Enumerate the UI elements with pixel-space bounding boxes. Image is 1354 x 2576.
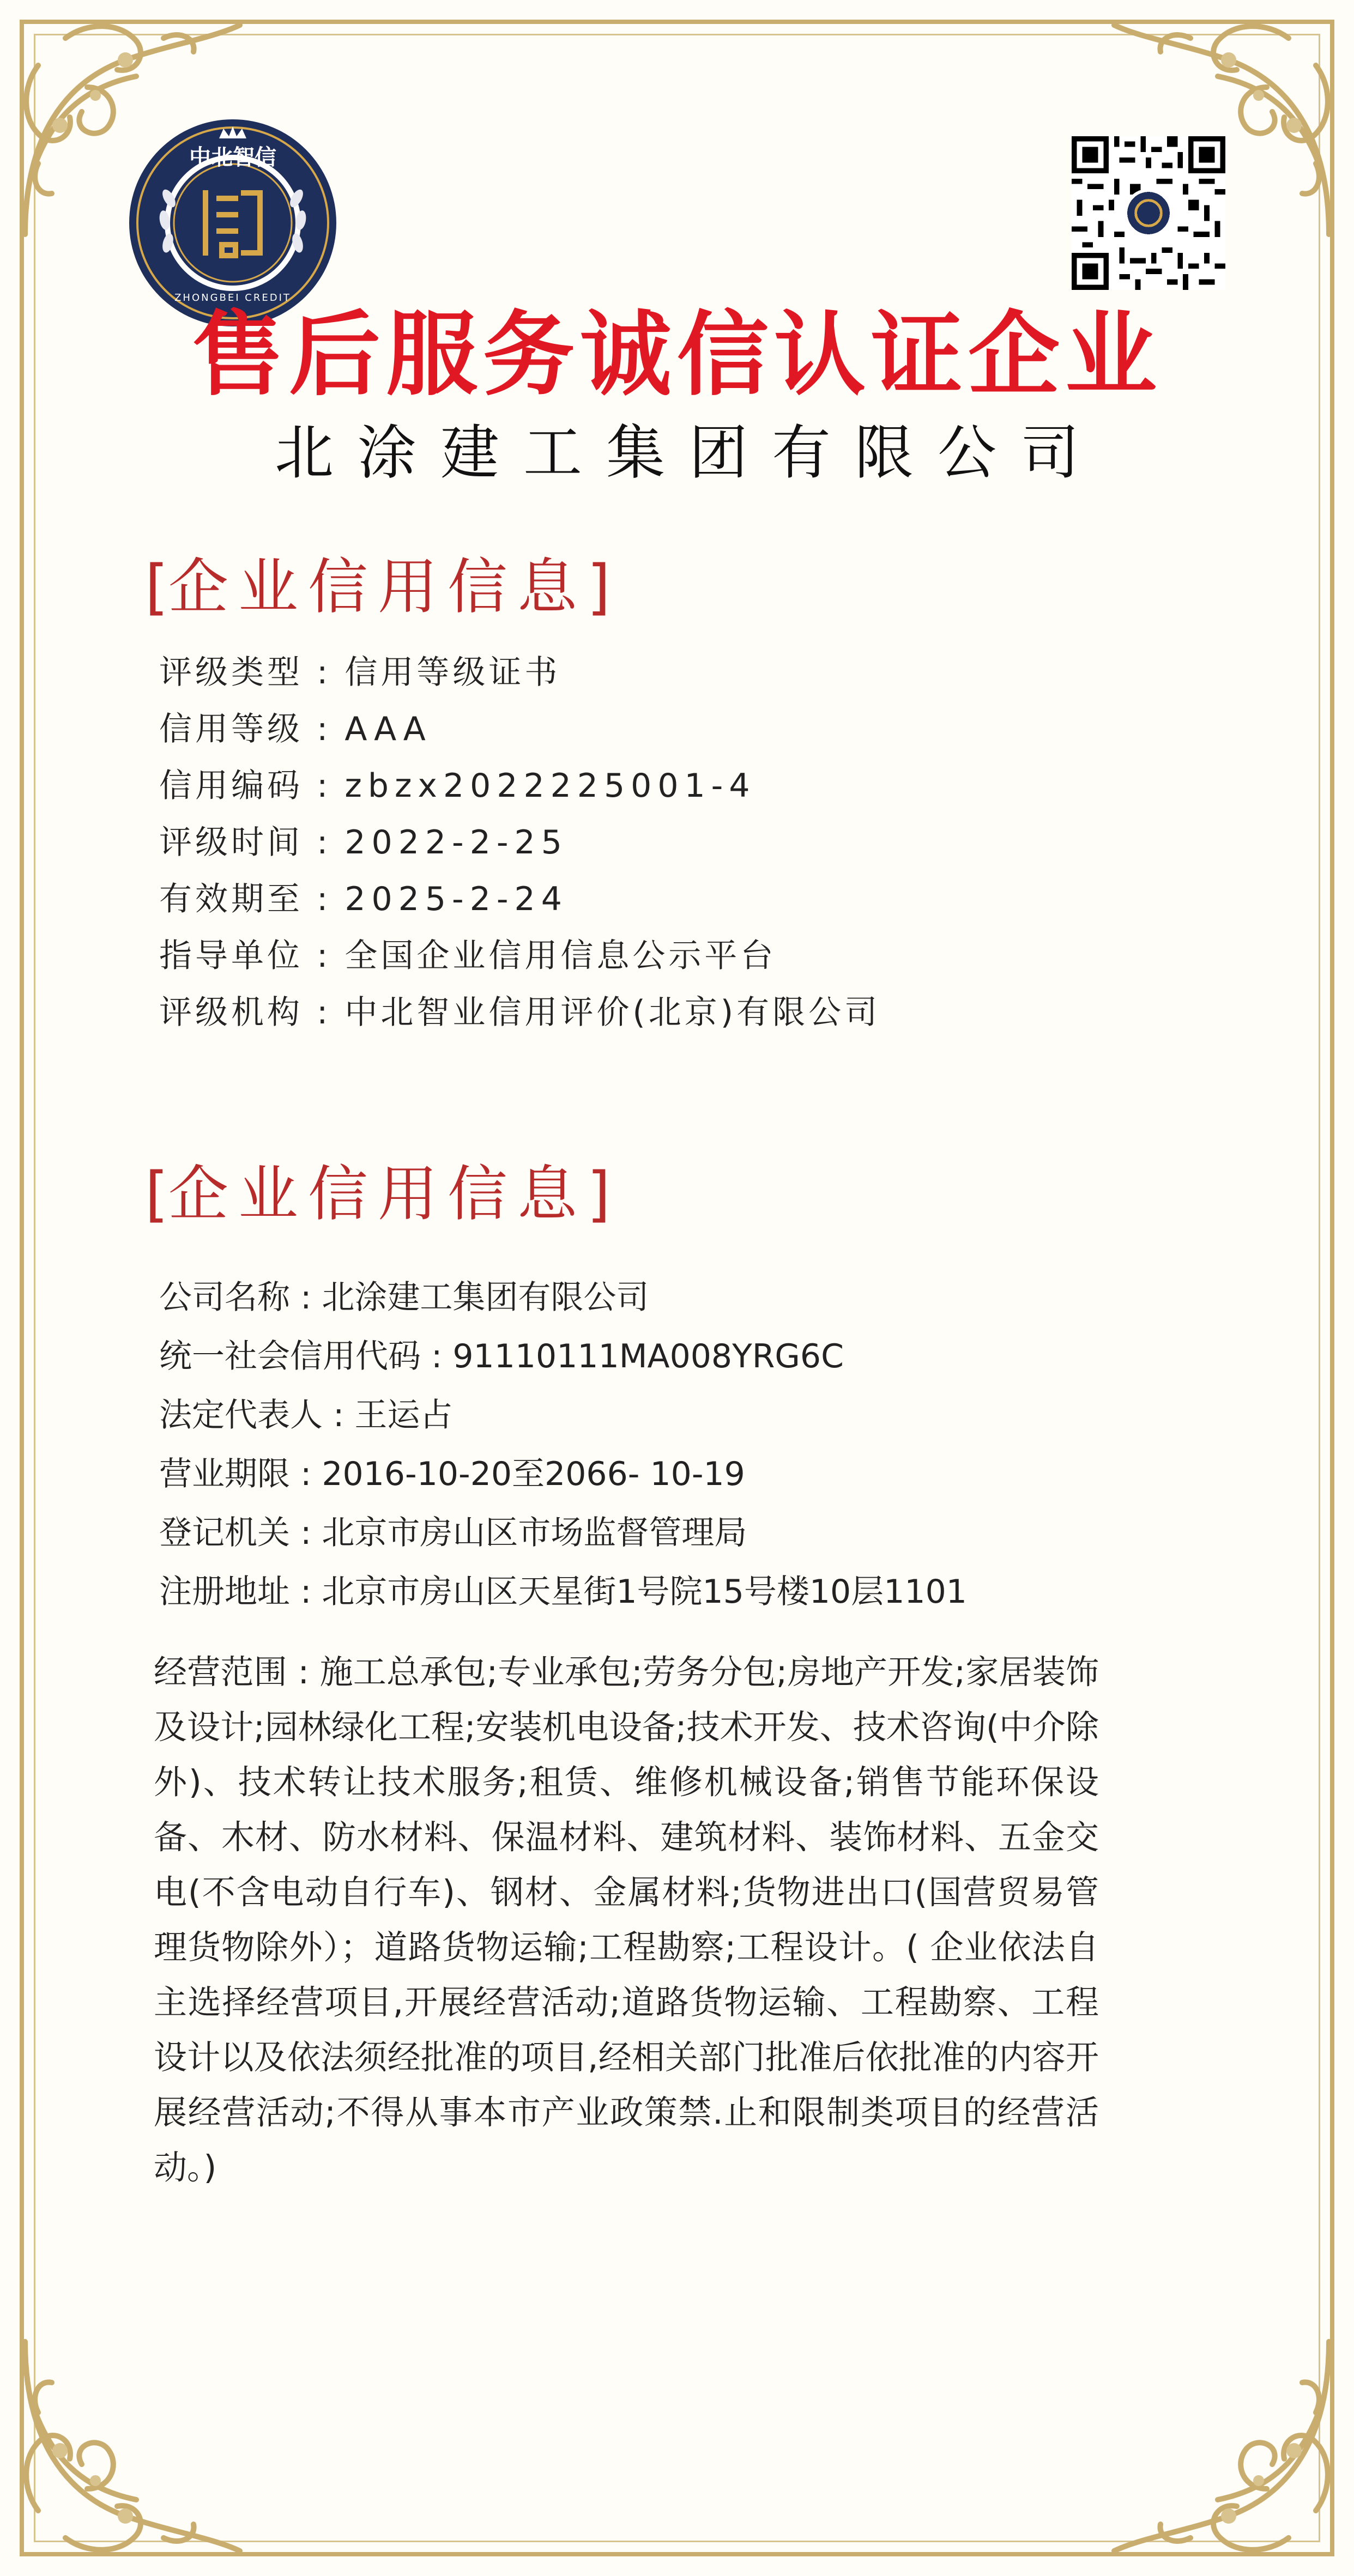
rating-agency-label: 评级机构	[159, 993, 303, 1032]
business-term-value: 2016-10-20至2066- 10-19	[322, 1455, 745, 1493]
business-scope-paragraph	[154, 1645, 1099, 2195]
colon-separator: :	[303, 937, 345, 975]
colon-separator: :	[303, 880, 345, 918]
company-name-label: 公司名称	[159, 1278, 290, 1317]
section-1-title-text: 企业信用信息	[168, 552, 587, 622]
info-row-rating-agency	[159, 993, 881, 1032]
unified-code-label: 统一社会信用代码	[159, 1337, 421, 1375]
valid-until-label: 有效期至	[159, 880, 303, 918]
colon-separator: :	[303, 993, 345, 1032]
colon-separator: :	[290, 1514, 322, 1552]
colon-separator: :	[303, 823, 345, 862]
info-row-valid-until	[159, 880, 568, 918]
rating-date-value: 2022-2-25	[344, 823, 568, 862]
company-name-heading: 北涂建工集团有限公司	[274, 419, 1103, 487]
info-row-business-term	[159, 1455, 745, 1493]
certificate-title: 售后服务诚信认证企业	[192, 300, 1162, 408]
colon-separator: :	[287, 1653, 320, 1692]
rating-date-label: 评级时间	[159, 823, 303, 862]
info-row-credit-level	[159, 710, 432, 748]
info-row-registered-address	[159, 1573, 967, 1611]
bracket-close: ]	[587, 1159, 610, 1229]
guiding-unit-value: 全国企业信用信息公示平台	[344, 937, 777, 975]
colon-separator: :	[303, 653, 345, 692]
section-2-title	[145, 1159, 610, 1229]
credit-level-value: AAA	[344, 710, 432, 748]
section-1-title	[145, 552, 610, 622]
colon-separator: :	[421, 1337, 453, 1375]
logo-subtext: ZHONGBEI CREDIT	[174, 292, 291, 304]
guiding-unit-label: 指导单位	[159, 937, 303, 975]
info-row-guiding-unit	[159, 937, 777, 975]
registration-authority-label: 登记机关	[159, 1514, 290, 1552]
logo-text: 中北智信	[189, 144, 276, 170]
section-2-title-text: 企业信用信息	[168, 1159, 587, 1229]
business-scope-label: 经营范围	[154, 1653, 287, 1692]
registered-address-label: 注册地址	[159, 1573, 290, 1611]
credit-level-label: 信用等级	[159, 710, 303, 748]
registration-authority-value: 北京市房山区市场监督管理局	[322, 1514, 747, 1552]
rating-type-value: 信用等级证书	[344, 653, 561, 692]
bracket-open: [	[145, 552, 168, 622]
legal-representative-value: 王运占	[354, 1396, 453, 1434]
company-name-value: 北涂建工集团有限公司	[322, 1278, 649, 1317]
qr-code-icon	[1072, 136, 1225, 290]
rating-type-label: 评级类型	[159, 653, 303, 692]
colon-separator: :	[290, 1455, 322, 1493]
legal-representative-label: 法定代表人	[159, 1396, 323, 1434]
colon-separator: :	[290, 1573, 322, 1611]
info-row-credit-code	[159, 767, 756, 805]
info-row-rating-date	[159, 823, 568, 862]
business-scope-text: 施工总承包;专业承包;劳务分包;房地产开发;家居装饰及设计;园林绿化工程;安装机电设备;技术开发、技术咨询(中介除外)、技术转让技术服务;租赁、维修机械设备;销售节能环保设备、木材、防水材料、保温材料、建筑材料、装饰材料、五金交电(不含电动自行车)、钢材、金属材料;货物进出口(国营贸易管理货物除外）；道路货物运输;工程勘察;工程设计。( 企业依法自主选择经营项目,开展经营活动;道路货物运输、工程勘察、工程设计以及依法须经批准的项目,经相关部门批准后依批准的内容开展经营活动;不得从事本市产业政策禁.止和限制类项目的经营活动。)	[154, 1653, 1099, 2187]
info-row-rating-type	[159, 653, 561, 692]
corner-ornament-bottom-left	[0, 2293, 283, 2576]
colon-separator: :	[303, 767, 345, 805]
colon-separator: :	[290, 1278, 322, 1317]
business-term-label: 营业期限	[159, 1455, 290, 1493]
zhongbei-credit-logo-icon	[126, 117, 339, 329]
credit-code-label: 信用编码	[159, 767, 303, 805]
credit-code-value: zbzx2022225001-4	[344, 767, 756, 805]
colon-separator: :	[323, 1396, 355, 1434]
colon-separator: :	[303, 710, 345, 748]
bracket-open: [	[145, 1159, 168, 1229]
info-row-registration-authority	[159, 1514, 747, 1552]
bracket-close: ]	[587, 552, 610, 622]
rating-agency-value: 中北智业信用评价(北京)有限公司	[344, 993, 881, 1032]
corner-ornament-bottom-right	[1071, 2293, 1354, 2576]
unified-code-value: 91110111MA008YRG6C	[452, 1337, 844, 1375]
info-row-company-name	[159, 1278, 649, 1317]
info-row-legal-representative	[159, 1396, 453, 1434]
registered-address-value: 北京市房山区天星街1号院15号楼10层1101	[322, 1573, 967, 1611]
valid-until-value: 2025-2-24	[344, 880, 568, 918]
info-row-credit-code-unified	[159, 1337, 844, 1375]
